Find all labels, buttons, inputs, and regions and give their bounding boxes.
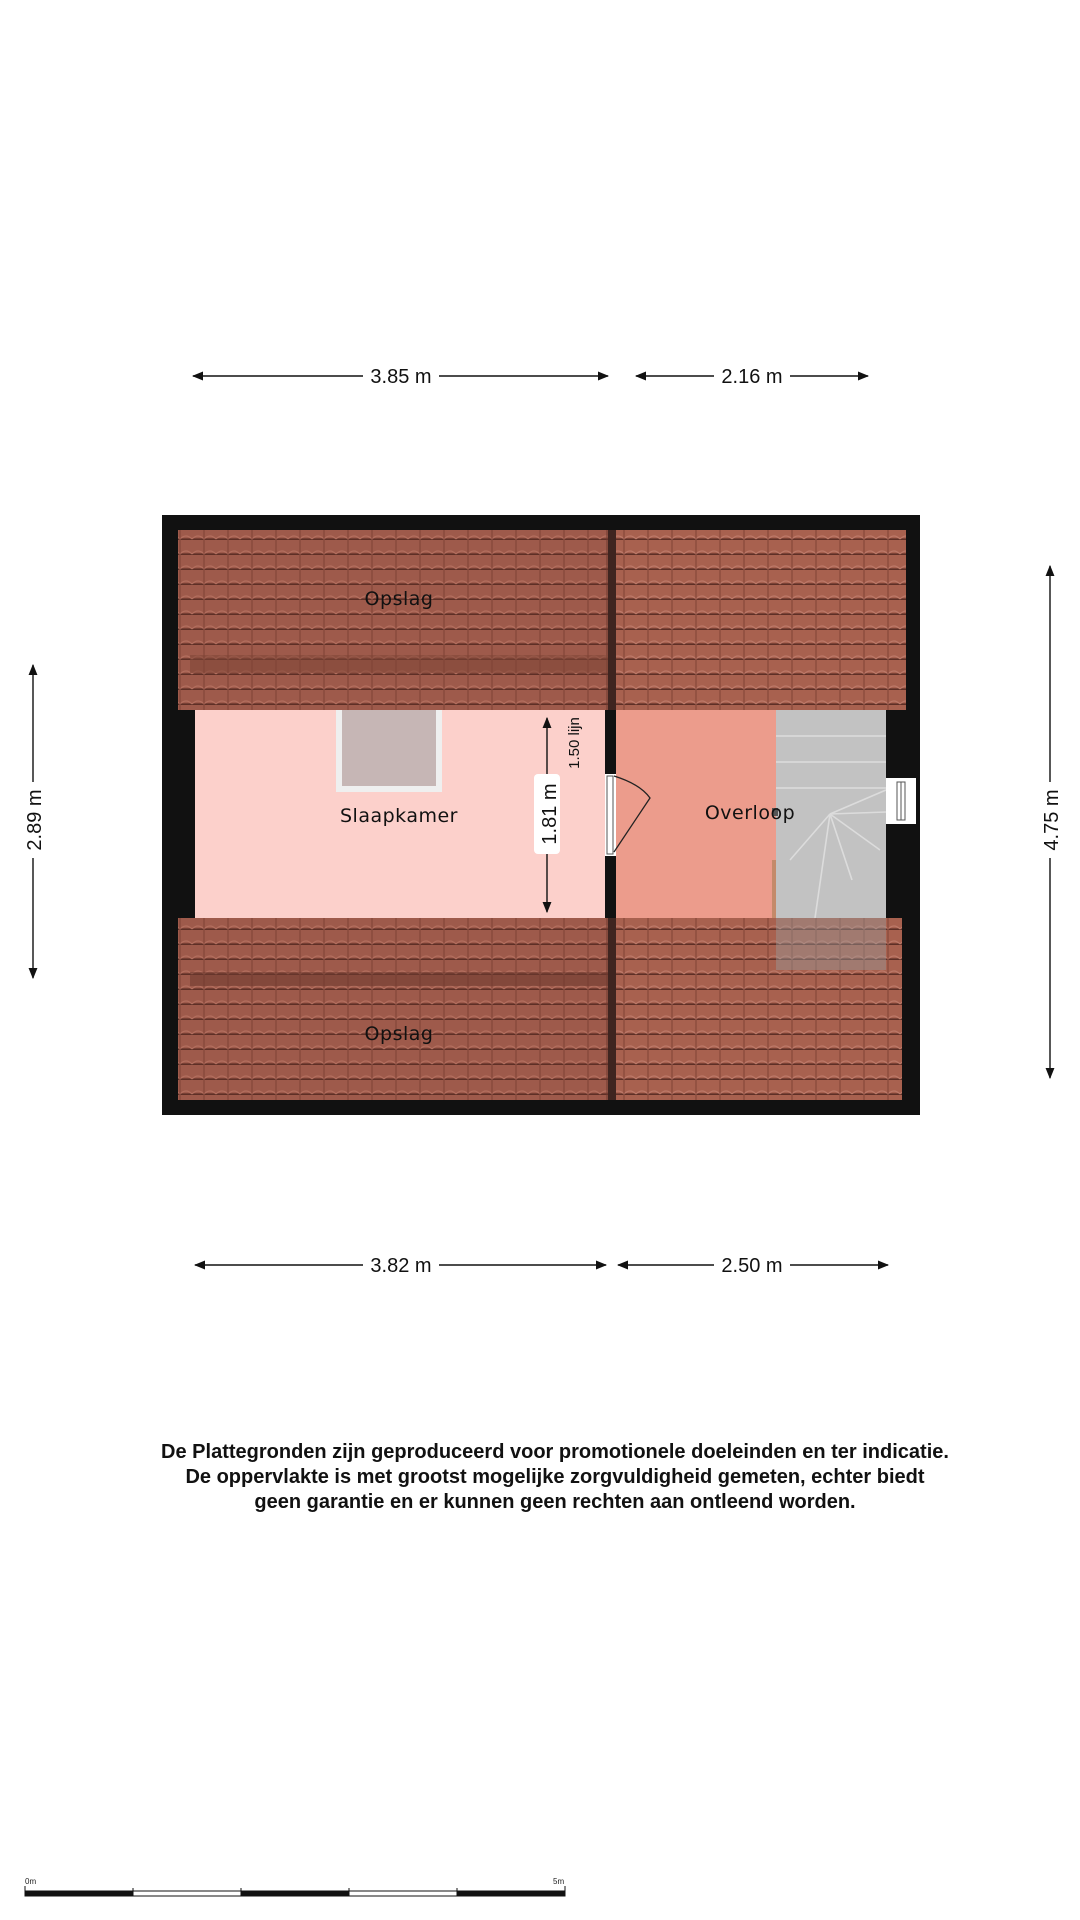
dim-label-bottom-right: 2.50 m bbox=[721, 1255, 783, 1277]
room-label-slaapkamer: Slaapkamer bbox=[339, 805, 459, 827]
disclaimer-line-2: De oppervlakte is met grootst mogelijke zorgvuldigheid gemeten, echter biedt bbox=[185, 1466, 925, 1488]
scale-bar bbox=[25, 1886, 565, 1896]
roof-seam bbox=[606, 530, 616, 710]
dim-label-top-left: 3.85 m bbox=[370, 366, 432, 388]
dim-label-top-right: 2.16 m bbox=[721, 366, 783, 388]
dim-label-bottom-left: 3.82 m bbox=[370, 1255, 432, 1277]
disclaimer bbox=[60, 1440, 1050, 1515]
room-label-opslag-top: Opslag bbox=[364, 588, 434, 610]
roof-bottom-left bbox=[178, 918, 608, 1100]
stair-handrail bbox=[772, 860, 776, 918]
roof-seam bbox=[606, 918, 616, 1100]
roof-top-right bbox=[616, 530, 906, 710]
dim-label-left: 2.89 m bbox=[24, 789, 46, 851]
roof-dormer-strip bbox=[190, 655, 608, 673]
roof-top-left bbox=[178, 530, 608, 710]
scale-label-start: 0m bbox=[25, 1877, 37, 1886]
stairs-under-roof bbox=[776, 918, 886, 970]
headroom-label: 1.50 lijn bbox=[566, 717, 583, 769]
skylight-glass bbox=[342, 710, 436, 786]
roof-dormer-strip bbox=[190, 972, 608, 986]
dim-label-right: 4.75 m bbox=[1041, 789, 1063, 851]
room-label-overloop: Overloop bbox=[704, 802, 796, 824]
door-leaf bbox=[607, 776, 613, 854]
disclaimer-line-3: geen garantie en er kunnen geen rechten aan ontleend worden. bbox=[254, 1491, 856, 1513]
scale-label-end: 5m bbox=[553, 1877, 565, 1886]
room-label-opslag-bottom: Opslag bbox=[364, 1023, 434, 1045]
interior-height-label: 1.81 m bbox=[539, 783, 561, 845]
disclaimer-line-1: De Plattegronden zijn geproduceerd voor promotionele doeleinden en ter indicatie. bbox=[161, 1441, 949, 1463]
